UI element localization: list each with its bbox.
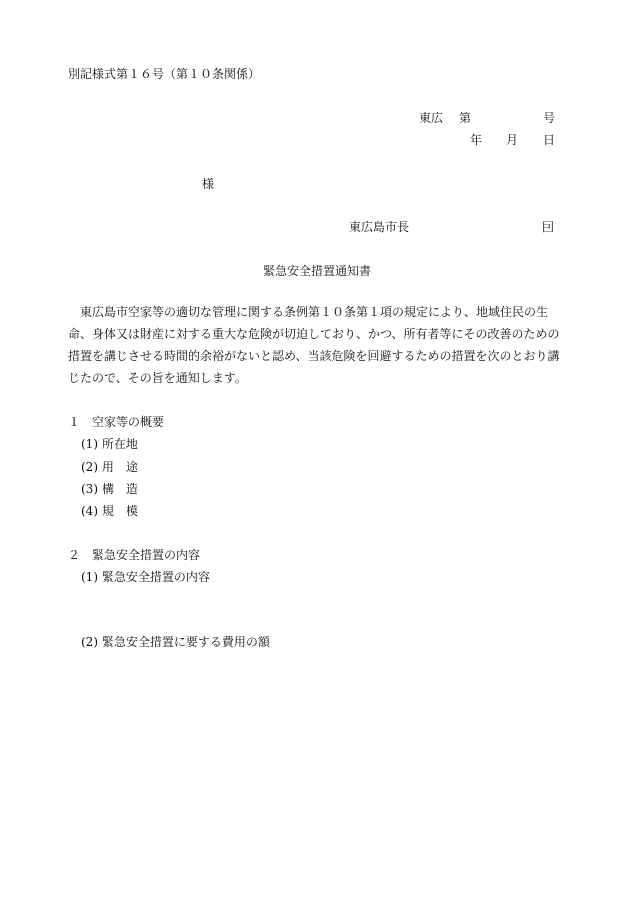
addressee-suffix: 様 <box>202 177 215 191</box>
section2-item-cost: (2) 緊急安全措置に要する費用の額 <box>81 635 270 649</box>
section1-heading: １ 空家等の概要 <box>68 415 165 429</box>
section1-item-location: (1) 所在地 <box>81 437 138 451</box>
section1-item-scale: (4) 規 模 <box>81 504 138 518</box>
date-day: 日 <box>543 133 556 147</box>
issuer-name: 東広島市長 <box>349 220 410 234</box>
section1-item-structure: (3) 構 造 <box>81 482 138 496</box>
body-line: 東広島市空家等の適切な管理に関する条例第１０条第１項の規定により、地域住民の生 <box>80 305 549 319</box>
reference-org: 東広 <box>419 111 444 125</box>
section2-item-measures: (1) 緊急安全措置の内容 <box>81 570 210 584</box>
seal-mark: 囙 <box>542 220 555 234</box>
body-line: 措置を講じさせる時間的余裕がないと認め、当該危険を回避するための措置を次のとおり講 <box>68 349 560 363</box>
body-line: 命、身体又は財産に対する重大な危険が切迫しており、かつ、所有者等にその改善のための <box>68 327 560 341</box>
body-paragraph <box>68 301 560 389</box>
section1-item-usage: (2) 用 途 <box>81 460 138 474</box>
reference-dai: 第 <box>459 111 472 125</box>
date-year: 年 <box>470 133 483 147</box>
reference-go: 号 <box>543 111 556 125</box>
form-label: 別記様式第１６号（第１０条関係） <box>68 67 261 81</box>
section2-heading: ２ 緊急安全措置の内容 <box>68 548 201 562</box>
body-line: じたので、その旨を通知します。 <box>68 371 247 385</box>
date-month: 月 <box>506 133 519 147</box>
document-title: 緊急安全措置通知書 <box>263 264 372 278</box>
